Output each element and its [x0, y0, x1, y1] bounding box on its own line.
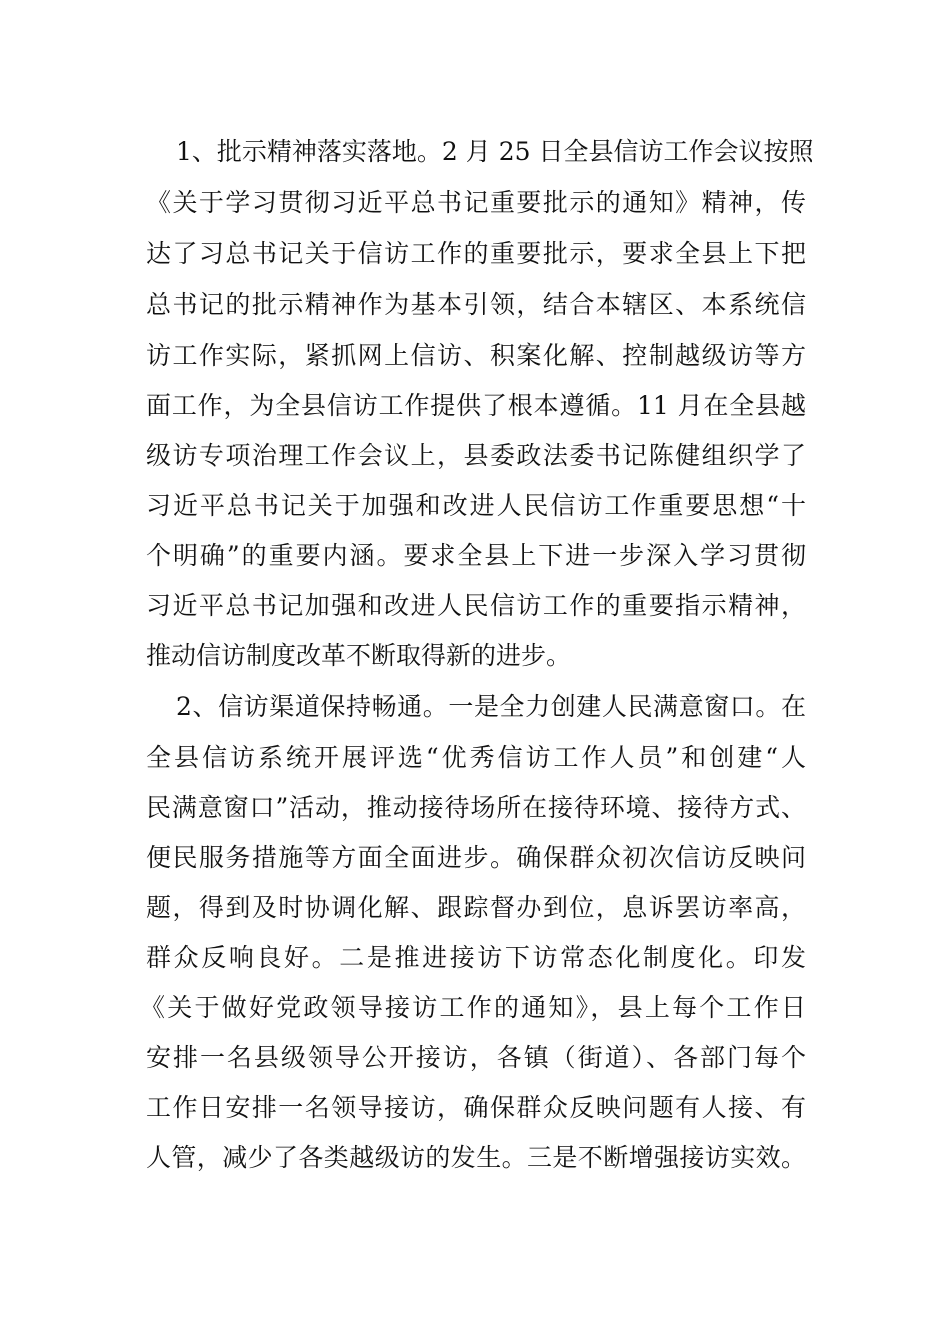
paragraph-1-line-9: 个明确”的重要内涵。要求全县上下进一步深入学习贯彻 [146, 541, 806, 570]
paragraph-1-line-2: 《关于学习贯彻习近平总书记重要批示的通知》精神，传 [146, 188, 806, 217]
paragraph-2-line-10: 人管，减少了各类越级访的发生。三是不断增强接访实效。 [146, 1143, 806, 1172]
paragraph-1-line-11: 推动信访制度改革不断取得新的进步。 [146, 641, 572, 670]
paragraph-1-line-8: 习近平总书记关于加强和改进人民信访工作重要思想“十 [146, 491, 806, 520]
paragraph-2-line-1: 2、信访渠道保持畅通。一是全力创建人民满意窗口。在 [176, 692, 806, 721]
paragraph-2-line-8: 安排一名县级领导公开接访，各镇（街道）、各部门每个 [146, 1043, 806, 1072]
paragraph-2-line-3: 民满意窗口”活动，推动接待场所在接待环境、接待方式、 [146, 793, 806, 822]
paragraph-1-line-6: 面工作，为全县信访工作提供了根本遵循。11 月在全县越 [146, 391, 806, 420]
paragraph-2-line-4: 便民服务措施等方面全面进步。确保群众初次信访反映问 [146, 843, 806, 872]
paragraph-1-line-4: 总书记的批示精神作为基本引领，结合本辖区、本系统信 [146, 290, 806, 319]
paragraph-1-line-1: 1、批示精神落实落地。2 月 25 日全县信访工作会议按照 [176, 137, 814, 166]
paragraph-1-line-5: 访工作实际，紧抓网上信访、积案化解、控制越级访等方 [146, 341, 806, 370]
paragraph-2-line-5: 题，得到及时协调化解、跟踪督办到位，息诉罢访率高， [146, 893, 806, 922]
paragraph-1-line-3: 达了习总书记关于信访工作的重要批示，要求全县上下把 [146, 239, 806, 268]
paragraph-1-line-7: 级访专项治理工作会议上，县委政法委书记陈健组织学了 [146, 441, 806, 470]
paragraph-2-line-2: 全县信访系统开展评选“优秀信访工作人员”和创建“人 [146, 743, 806, 772]
paragraph-2-line-7: 《关于做好党政领导接访工作的通知》，县上每个工作日 [140, 993, 806, 1022]
paragraph-2-line-9: 工作日安排一名领导接访，确保群众反映问题有人接、有 [146, 1093, 806, 1122]
paragraph-1-line-10: 习近平总书记加强和改进人民信访工作的重要指示精神， [146, 591, 806, 620]
paragraph-2-line-6: 群众反响良好。二是推进接访下访常态化制度化。印发 [146, 943, 806, 972]
